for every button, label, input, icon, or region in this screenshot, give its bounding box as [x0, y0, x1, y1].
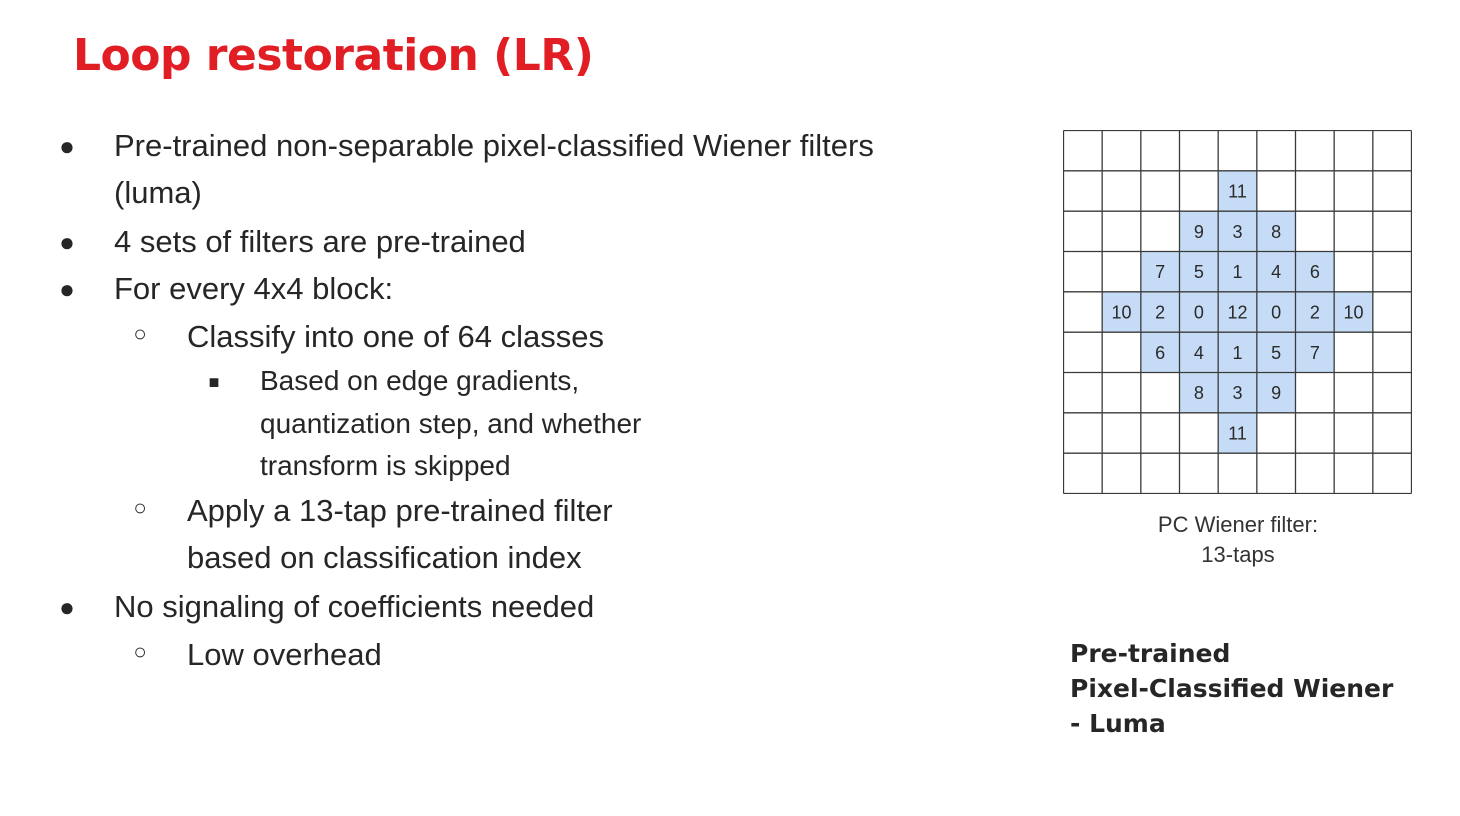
bullet-text-line: transform is skipped [260, 450, 511, 481]
tap-label: 8 [1271, 221, 1282, 242]
tap-label: 12 [1227, 302, 1248, 323]
side-note-line: Pre-trained [1070, 639, 1231, 668]
tap-label: 1 [1232, 342, 1243, 363]
tap-label: 8 [1193, 383, 1204, 404]
tap-label: 11 [1228, 181, 1247, 202]
bullet-text-line: (luma) [114, 175, 202, 210]
tap-label: 3 [1232, 383, 1243, 404]
tap-label: 1 [1232, 262, 1243, 283]
bullet-text-line: Apply a 13-tap pre-trained filter [187, 493, 613, 528]
bullet-marker-icon: ○ [133, 321, 147, 346]
bullet-text-line: Low overhead [187, 637, 382, 672]
wiener-filter-grid-svg [1063, 130, 1412, 494]
bullet-marker-icon: ○ [133, 495, 147, 520]
tap-label: 3 [1232, 221, 1243, 242]
tap-label: 10 [1343, 302, 1364, 323]
tap-label: 9 [1193, 221, 1204, 242]
bullet-text-line: Classify into one of 64 classes [187, 319, 604, 354]
tap-label: 7 [1309, 342, 1320, 363]
grid-caption-line: 13-taps [1201, 542, 1275, 567]
tap-label: 0 [1271, 302, 1282, 323]
side-note [1070, 636, 1393, 741]
slide-title: Loop restoration (LR) [73, 30, 594, 81]
tap-label: 7 [1155, 262, 1166, 283]
bullet-text-line: For every 4x4 block: [114, 271, 394, 306]
tap-label: 6 [1309, 262, 1320, 283]
tap-label: 5 [1193, 262, 1204, 283]
tap-label: 2 [1155, 302, 1166, 323]
tap-label: 10 [1111, 302, 1132, 323]
bullet-text-line: 4 sets of filters are pre-trained [114, 224, 526, 259]
wiener-filter-grid [1063, 130, 1412, 494]
bullet-text-line: quantization step, and whether [260, 407, 642, 439]
bullet-marker-icon: ○ [133, 639, 147, 664]
tap-label: 0 [1193, 302, 1204, 323]
grid-caption [1090, 510, 1386, 570]
side-note-line: - Luma [1070, 709, 1166, 738]
tap-label: 4 [1271, 262, 1282, 283]
tap-label: 4 [1193, 342, 1204, 363]
bullet-marker-icon: ● [59, 274, 75, 304]
bullet-text-line: Pre-trained non-separable pixel-classified Wiener filters [114, 128, 874, 163]
tap-label: 11 [1228, 423, 1247, 444]
tap-label: 9 [1271, 383, 1282, 404]
bullet-marker-icon: ● [59, 592, 75, 622]
bullet-marker-icon: ● [59, 227, 75, 257]
tap-label: 6 [1155, 342, 1166, 363]
tap-label: 2 [1309, 302, 1320, 323]
side-note-line: Pixel-Classified Wiener [1070, 674, 1394, 703]
bullet-text-line: based on classification index [187, 540, 582, 575]
grid-caption-line: PC Wiener filter: [1157, 512, 1319, 537]
bullet-text-line: No signaling of coefficients needed [114, 589, 595, 624]
tap-label: 5 [1271, 342, 1282, 363]
bullet-marker-icon: ■ [208, 372, 220, 392]
bullet-marker-icon: ● [59, 131, 75, 161]
bullet-text-line: Based on edge gradients, [260, 365, 580, 396]
